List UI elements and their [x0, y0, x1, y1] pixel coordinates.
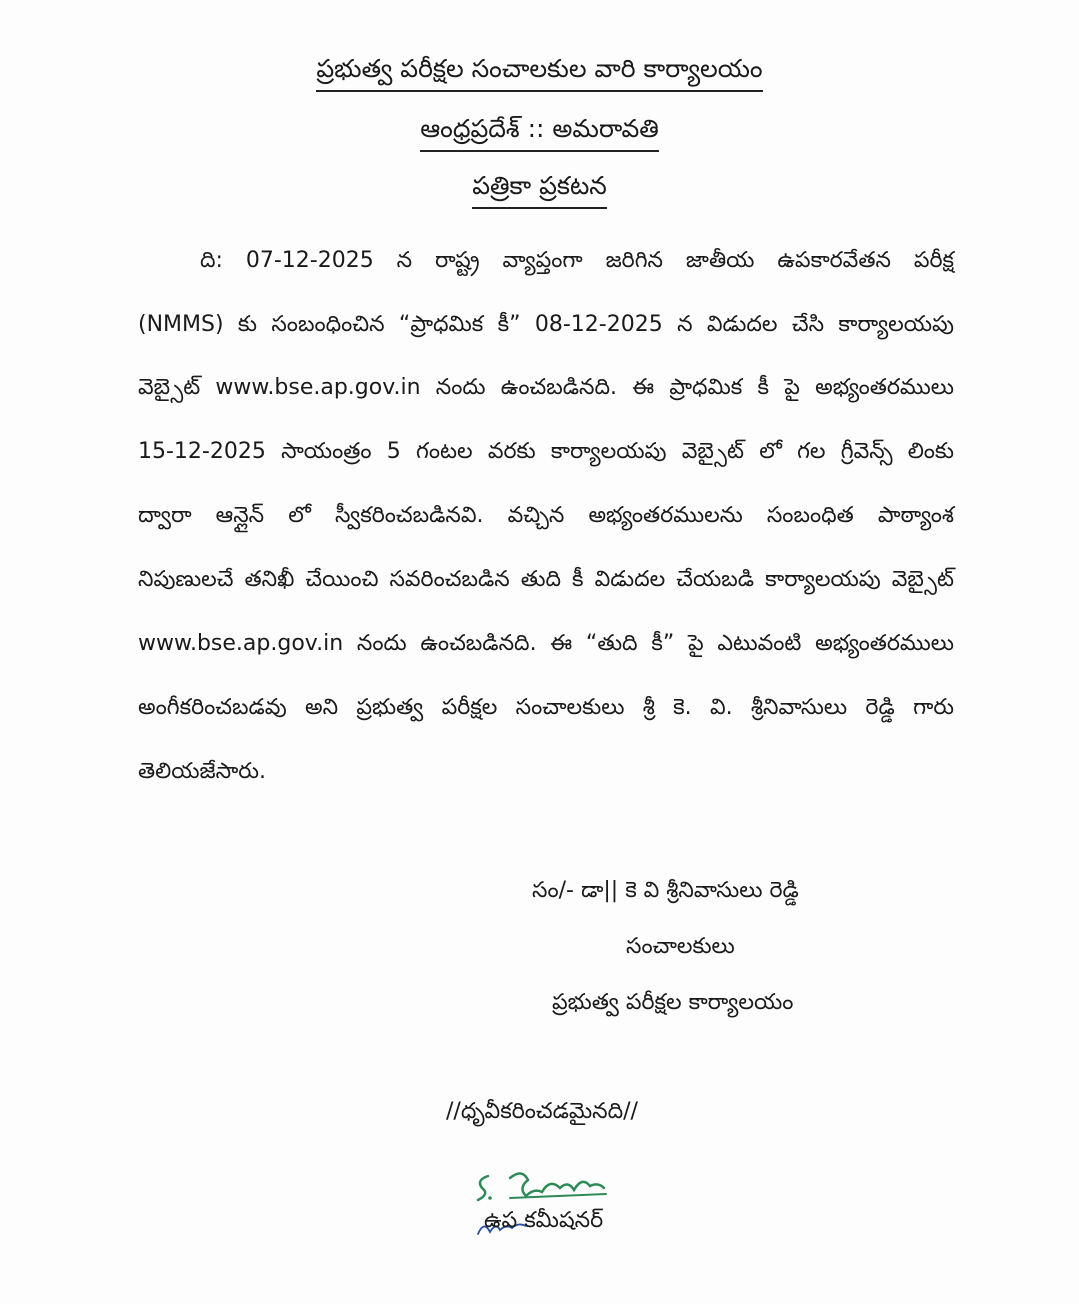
body-line: 15-12-2025 సాయంత్రం 5 గంటల వరకు కార్యాలయపు వెబ్సైట్ లో గల గ్రీవెన్స్ లింకు [138, 439, 954, 464]
signatory-office: ప్రభుత్వ పరీక్షల కార్యాలయం [552, 990, 794, 1015]
body-line: ద్వారా ఆన్లైన్ లో స్వీకరించబడినవి. వచ్చిన అభ్యంతరములను సంబంధిత పాఠ్యాంశ [138, 503, 954, 528]
location-title [0, 112, 1079, 152]
body-line: ది: 07-12-2025 న రాష్ట్ర వ్యాప్తంగా జరిగిన జాతీయ ఉపకారవేతన పరీక్ష [200, 248, 954, 273]
designation-label: ఉప కమీషనర్ [484, 1208, 604, 1233]
body-line: తెలియజేసారు. [138, 759, 266, 784]
location-title-text: ఆంధ్రప్రదేశ్ :: అమరావతి [420, 112, 659, 152]
body-line: వెబ్సైట్ www.bse.ap.gov.in నందు ఉంచబడినది. ఈ ప్రాధమిక కీ పై అభ్యంతరములు [138, 375, 954, 400]
attested-label: //ధృవీకరించడమైనది// [446, 1099, 638, 1124]
body-line: నిపుణులచే తనిఖీ చేయించి సవరించబడిన తుది కీ విడుదల చేయబడి కార్యాలయపు వెబ్సైట్ [138, 567, 954, 592]
signatory-name: సం/- డా|| కె వి శ్రీనివాసులు రెడ్డి [532, 878, 799, 903]
document-type-title [0, 169, 1079, 209]
signatory-title: సంచాలకులు [626, 934, 735, 959]
office-title-text: ప్రభుత్వ పరీక్షల సంచాలకుల వారి కార్యాలయం [316, 52, 762, 92]
body-line: అంగీకరించబడవు అని ప్రభుత్వ పరీక్షల సంచాలకులు శ్రీ కె. వి. శ్రీనివాసులు రెడ్డి గారు [138, 695, 954, 720]
body-line: (NMMS) కు సంబంధించిన “ప్రాధమిక కీ” 08-12-2025 న విడుదల చేసి కార్యాలయపు [138, 312, 954, 337]
office-title [0, 52, 1079, 92]
body-line: www.bse.ap.gov.in నందు ఉంచబడినది. ఈ “తుది కీ” పై ఎటువంటి అభ్యంతరములు [138, 631, 954, 656]
document-type-text: పత్రికా ప్రకటన [472, 169, 607, 209]
